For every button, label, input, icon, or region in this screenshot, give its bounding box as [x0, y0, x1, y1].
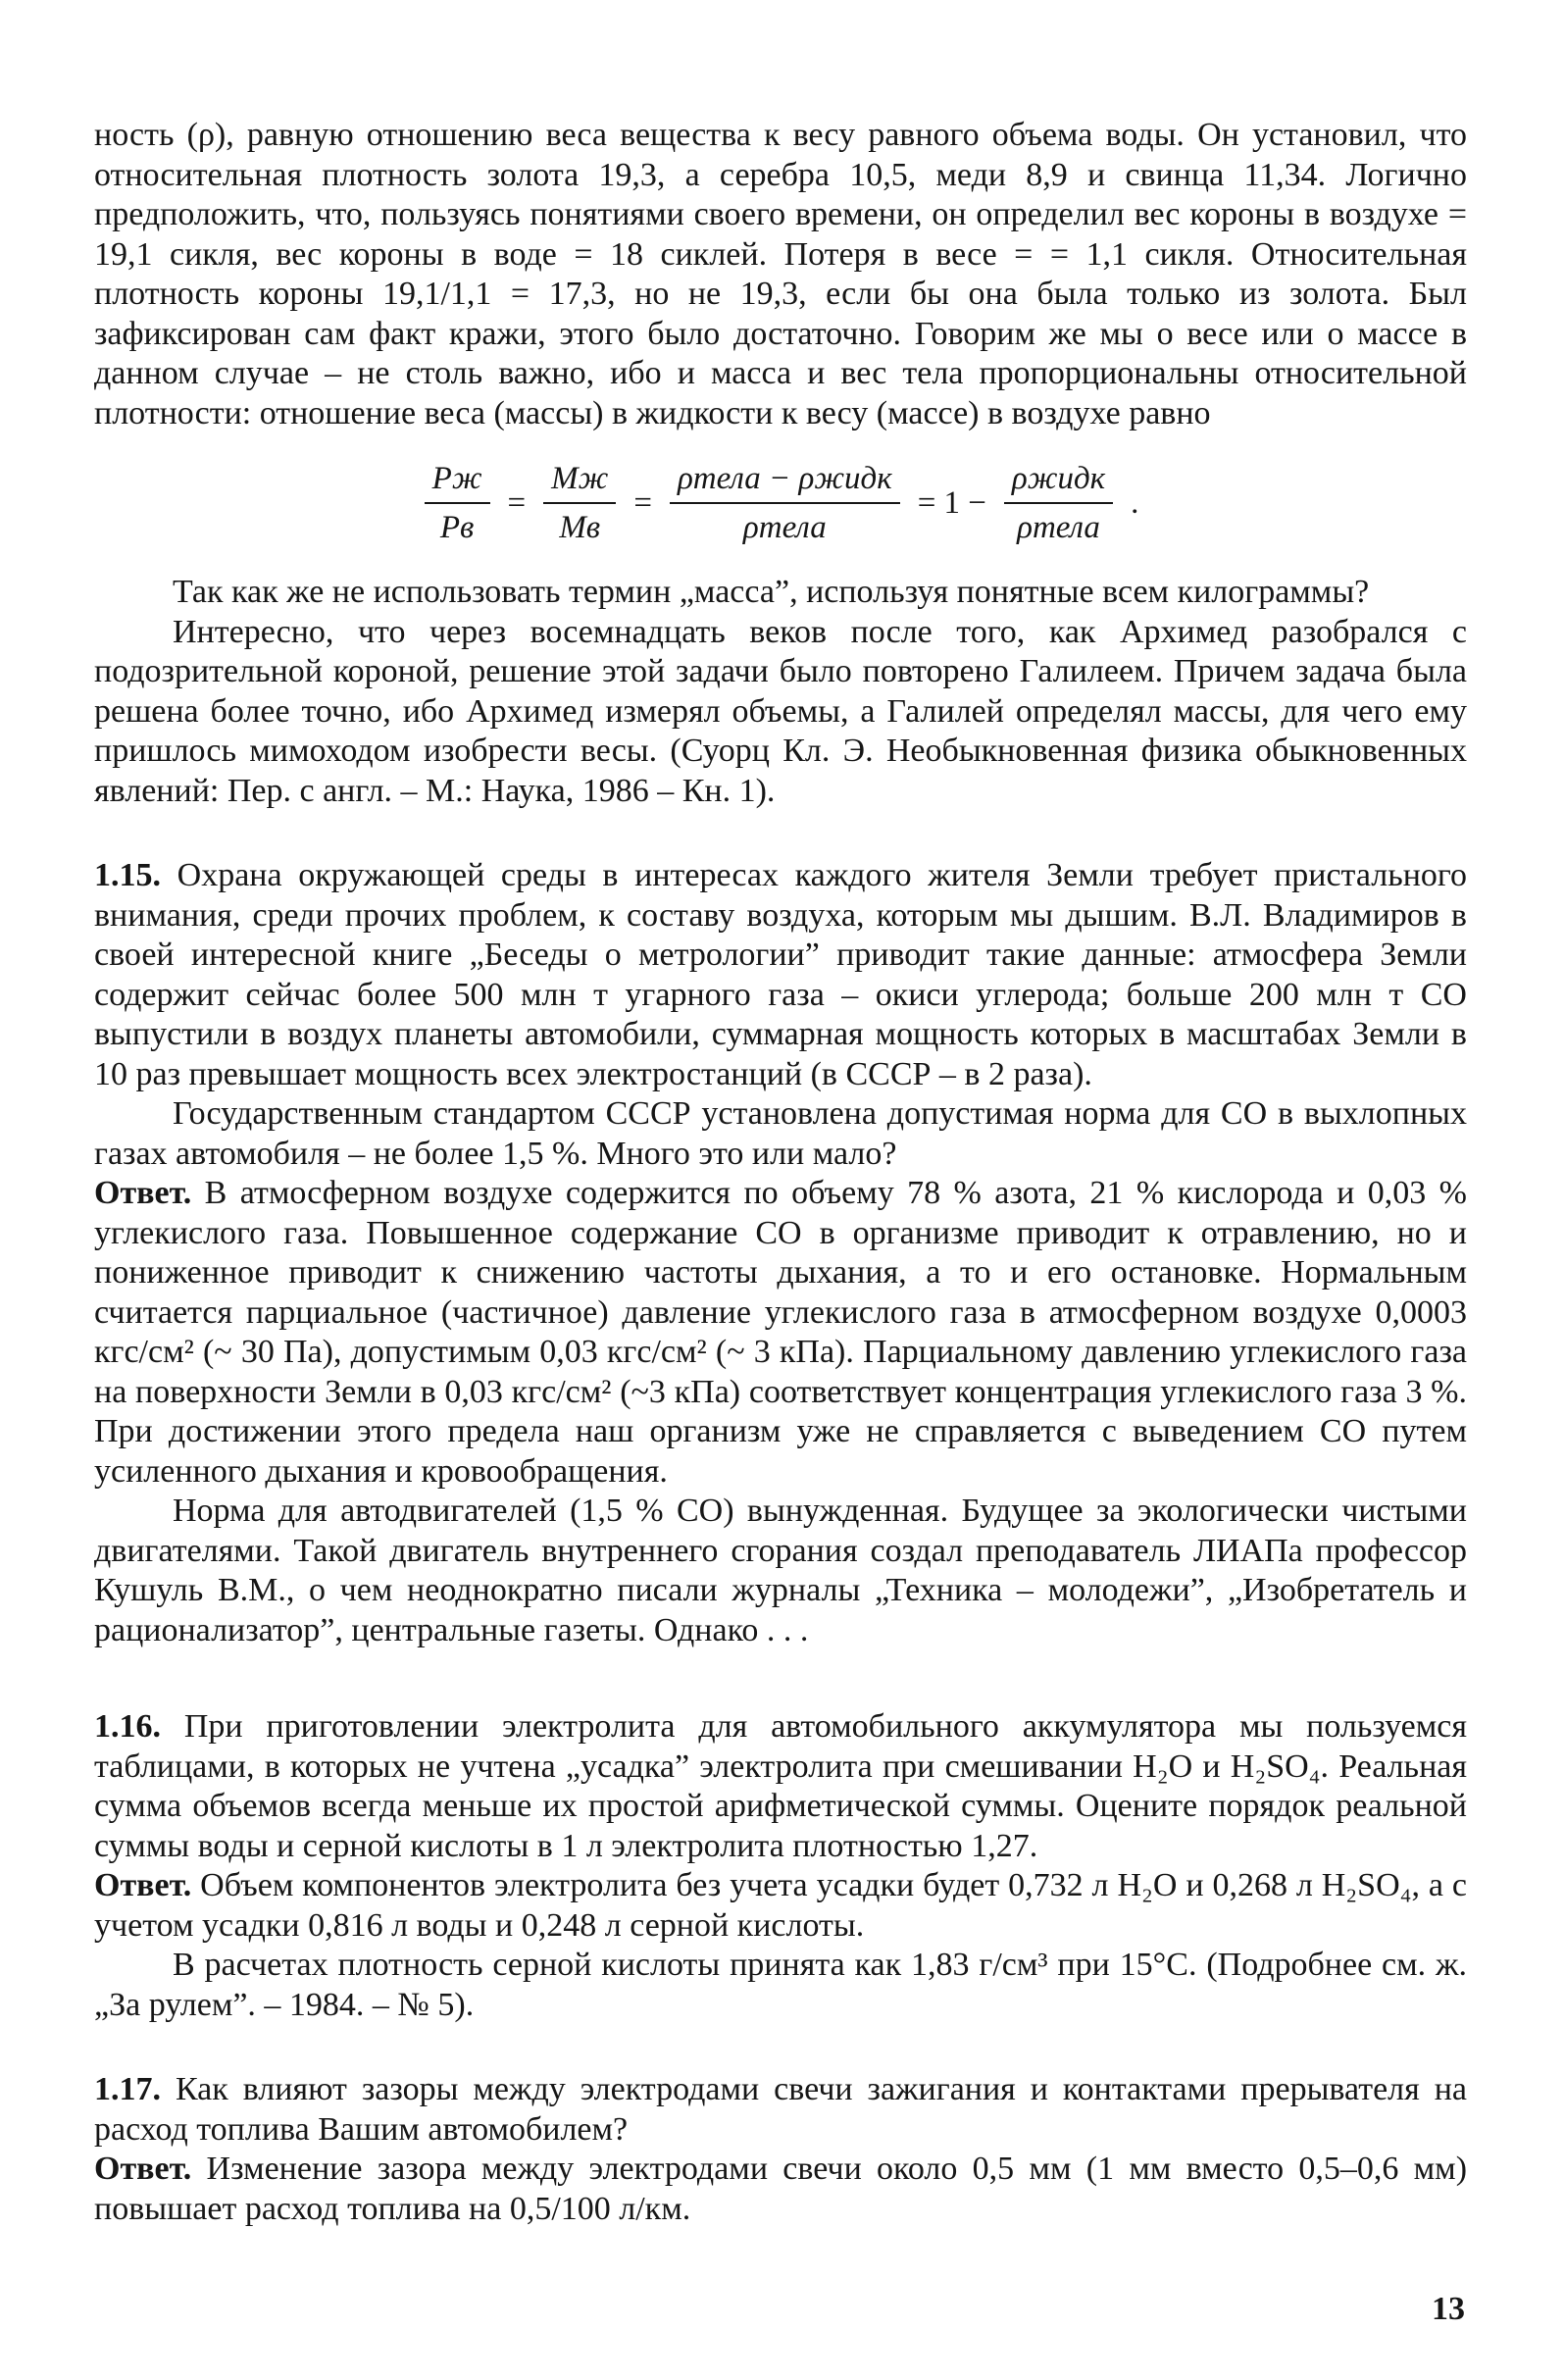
answer-label: Ответ. [94, 1867, 192, 1903]
fraction-mass [543, 459, 616, 548]
section-text: Как влияют зазоры между электродами свечи зажигания и контактами прерывателя на расход топлива Вашим автомобилем? [94, 2071, 1468, 2148]
fraction-density-ratio [1004, 459, 1113, 548]
section-1-15-question [94, 856, 1467, 1094]
equals-sign: = [633, 484, 652, 521]
section-text: Охрана окружающей среды в интересах каждого жителя Земли требует пристального внимания, среди прочих проблем, к составу воздуха, которым мы дышим. В.Л. Владимиров в своей интересной книге „Беседы о метрологии” приводит такие данные: атмосфера Земли содержит сейчас более 500 млн т угарного газа – окиси углерода; больше 200 млн т CO выпустили в воздух планеты автомобили, суммарная мощность которых в масштабах Земли в 10 раз превышает мощность всех электростанций (в СССР – в 2 раза). [94, 857, 1467, 1092]
section-1-16-note: В расчетах плотность серной кислоты принята как 1,83 г/см³ при 15°C. (Подробнее см. ж. „За рулем”. – 1984. – № 5). [94, 1947, 1467, 2023]
fraction-denominator: Mв [559, 510, 601, 545]
fraction-denominator: ρтела [742, 510, 827, 545]
section-1-15-answer [94, 1174, 1467, 1492]
section-number: 1.16. [94, 1708, 161, 1745]
section-1-16-answer [94, 1866, 1467, 1946]
fraction-weight [425, 459, 490, 548]
section-1-17-answer [94, 2150, 1467, 2229]
fraction-numerator: ρтела − ρжидк [670, 459, 900, 505]
section-1-15-co-norm: Государственным стандартом СССР установлена допустимая норма для CO в выхлопных газах автомобиля – не более 1,5 %. Много это или мало? [94, 1095, 1467, 1172]
section-text: При приготовлении электролита для автомобильного аккумулятора мы пользуемся таблицами, в которых не учтена „усадка” электролита при смешивании H₂O и H₂SO₄. Реальная сумма объемов всегда меньше их простой арифметической суммы. Оцените порядок реальной суммы воды и серной кислоты в 1 л электролита плотностью 1,27. [94, 1708, 1467, 1864]
density-ratio-equation [94, 433, 1467, 573]
fraction-denominator: Pв [439, 510, 475, 545]
fraction-numerator: Mж [543, 459, 616, 505]
fraction-density-difference [670, 459, 900, 548]
section-1-16-question [94, 1707, 1467, 1866]
section-number: 1.15. [94, 857, 161, 893]
paragraph-archimedes-density: ность (ρ), равную отношению веса вещества к весу равного объема воды. Он установил, что относительная плотность золота 19,3, а серебра 10,5, меди 8,9 и свинца 11,34. Логично предположить, что, пользуясь понятиями своего времени, он определил вес короны в воздухе = 19,1 сикля, вес короны в воде = 18 сиклей. Потеря в весе = = 1,1 сикля. Относительная плотность короны 19,1/1,1 = 17,3, но не 19,3, если бы она была только из золота. Был зафиксирован сам факт кражи, этого было достаточно. Говорим же мы о весе или о массе в данном случае – не столь важно, ибо и масса и вес тела пропорциональны относительной плотности: отношение веса (массы) в жидкости к весу (массе) в воздухе равно [94, 117, 1467, 431]
equals-one-minus: = 1 − [917, 484, 986, 521]
section-1-17-question [94, 2070, 1467, 2150]
answer-label: Ответ. [94, 1175, 192, 1211]
page-number: 13 [1432, 2291, 1465, 2327]
equation-period: . [1131, 484, 1139, 521]
answer-text: В атмосферном воздухе содержится по объему 78 % азота, 21 % кислорода и 0,03 % углекислого газа. Повышенное содержание CO в организме приводит к отравлению, но и пониженное приводит к снижению частоты дыхания, а то и его остановке. Нормальным считается парциальное (частичное) давление углекислого газа в атмосферном воздухе 0,0003 кгс/см² (~ 30 Па), допустимым 0,03 кгс/см² (~ 3 кПа). Парциальному давлению углекислого газа на поверхности Земли в 0,03 кгс/см² (~3 кПа) соответствует концентрация углекислого газа 3 %. При достижении этого предела наш организм уже не справляется с выведением CO путем усиленного дыхания и кровообращения. [94, 1175, 1468, 1490]
section-number: 1.17. [94, 2071, 161, 2107]
text-column [94, 116, 1467, 2229]
equals-sign: = [507, 484, 527, 521]
fraction-numerator: ρжидк [1004, 459, 1113, 505]
paragraph-kilograms-question: Так как же не использовать термин „масса”, используя понятные всем килограммы? [173, 574, 1370, 610]
paragraph-galileo: Интересно, что через восемнадцать веков после того, как Архимед разобрался с подозрительной короной, решение этой задачи было повторено Галилеем. Причем задача была решена более точно, ибо Архимед измерял объемы, а Галилей определял массы, для чего ему пришлось мимоходом изобрести весы. (Суорц Кл. Э. Необыкновенная физика обыкновенных явлений: Пер. с англ. – М.: Наука, 1986 – Кн. 1). [94, 613, 1467, 809]
section-1-15-engines: Норма для автодвигателей (1,5 % CO) вынужденная. Будущее за экологически чистыми двигателями. Такой двигатель внутреннего сгорания создал преподаватель ЛИАПа профессор Кушуль В.М., о чем неоднократно писали журналы „Техника – молодежи”, „Изобретатель и рационализатор”, центральные газеты. Однако . . . [94, 1493, 1467, 1648]
fraction-denominator: ρтела [1017, 510, 1100, 545]
answer-text: Объем компонентов электролита без учета усадки будет 0,732 л H₂O и 0,268 л H₂SO₄, а с учетом усадки 0,816 л воды и 0,248 л серной кислоты. [94, 1867, 1467, 1944]
fraction-numerator: Pж [425, 459, 490, 505]
answer-label: Ответ. [94, 2151, 192, 2187]
answer-text: Изменение зазора между электродами свечи около 0,5 мм (1 мм вместо 0,5–0,6 мм) повышает расход топлива на 0,5/100 л/км. [94, 2151, 1468, 2227]
